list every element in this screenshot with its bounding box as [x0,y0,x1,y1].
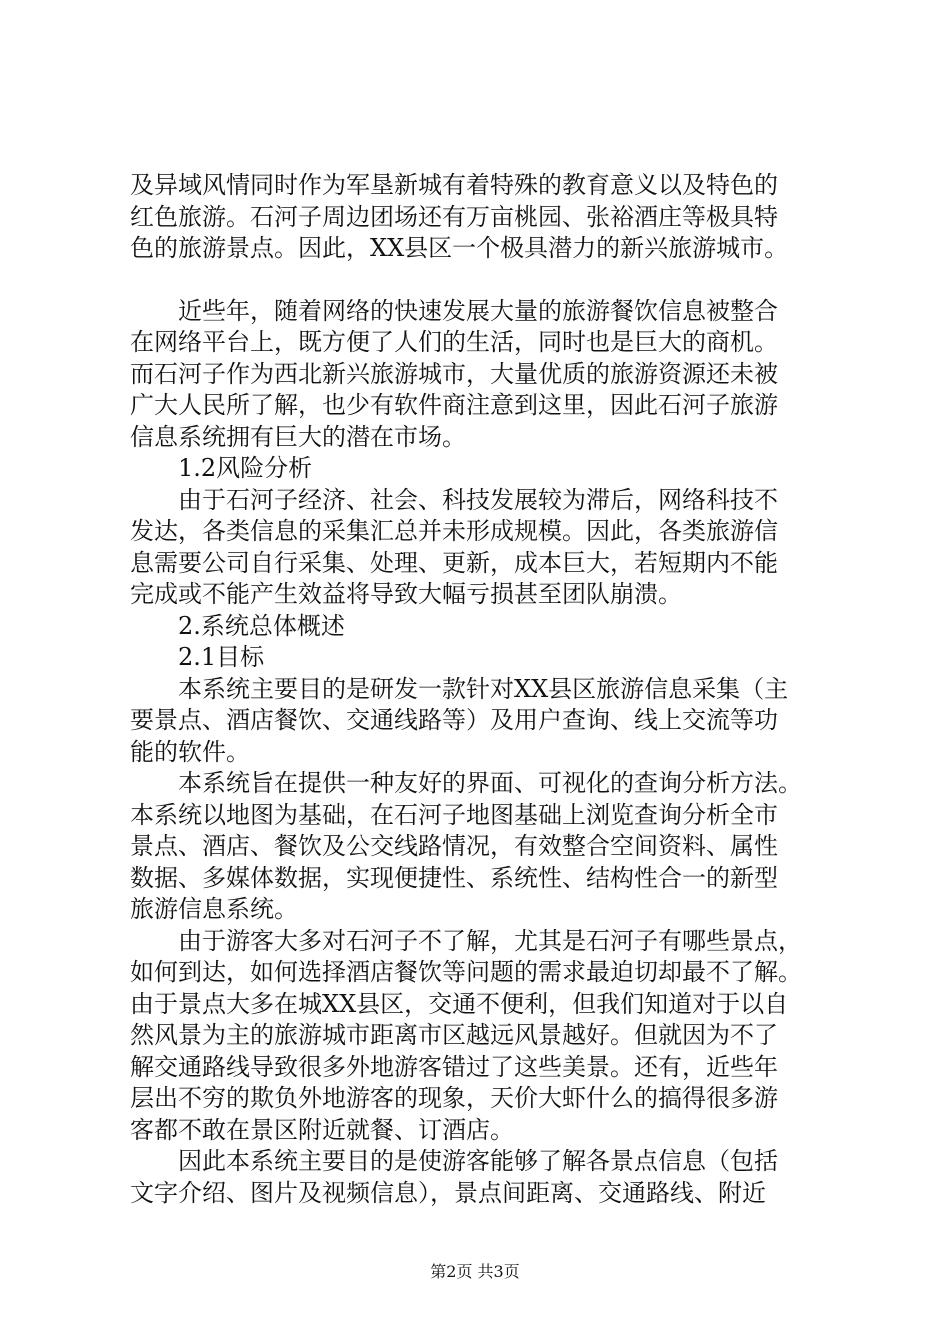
paragraph [130,485,830,611]
text-line: 层出不穷的欺负外地游客的现象，天价大虾什么的搞得很多游 [130,1084,778,1112]
paragraph-spacer [130,265,830,296]
text-line: 息需要公司自行采集、处理、更新，成本巨大，若短期内不能 [130,548,778,577]
text-line: 发达，各类信息的采集汇总并未形成规模。因此，各类旅游信 [130,517,778,545]
paragraph [130,1146,830,1209]
text-line: 文字介绍、图片及视频信息），景点间距离、交通路线、附近 [130,1178,766,1207]
text-line: 景点、酒店、餐饮及公交线路情况，有效整合空间资料、属性 [130,832,778,860]
text-line: 红色旅游。石河子周边团场还有万亩桃园、张裕酒庄等极具特 [130,202,778,231]
section-heading-2-1: 2.1目标 [178,643,265,671]
text-line: 及异域风情同时作为军垦新城有着特殊的教育意义以及特色的 [130,171,778,199]
document-body [130,170,830,1209]
section-heading-2: 2.系统总体概述 [178,611,345,640]
text-line: 能的软件。 [130,737,250,766]
text-line: 近些年，随着网络的快速发展大量的旅游餐饮信息被整合 [178,296,778,325]
paragraph [130,674,830,769]
text-line: 广大人民所了解，也少有软件商注意到这里，因此石河子旅游 [130,391,778,419]
text-line: 数据、多媒体数据，实现便捷性、系统性、结构性合一的新型 [130,863,778,892]
text-line: 由于景点大多在城XX县区，交通不便利，但我们知道对于以自 [130,989,789,1018]
text-line: 由于游客大多对石河子不了解，尤其是石河子有哪些景点， [178,926,802,955]
text-line: 本系统以地图为基础，在石河子地图基础上浏览查询分析全市 [130,800,778,829]
text-line: 因此本系统主要目的是使游客能够了解各景点信息（包括 [178,1147,778,1175]
text-line: 完成或不能产生效益将导致大幅亏损甚至团队崩溃。 [130,580,682,608]
text-line: 而石河子作为西北新兴旅游城市，大量优质的旅游资源还未被 [130,359,778,388]
page-footer: 第2页 共3页 [430,1262,520,1281]
text-line: 解交通路线导致很多外地游客错过了这些美景。还有，近些年 [130,1052,778,1081]
paragraph [130,170,830,265]
paragraph [130,296,830,454]
text-line: 信息系统拥有巨大的潜在市场。 [130,422,466,451]
paragraph [130,926,830,1147]
text-line: 由于石河子经济、社会、科技发展较为滞后，网络科技不 [178,485,778,514]
section-heading-1-2: 1.2风险分析 [178,454,313,482]
text-line: 在网络平台上，既方便了人们的生活，同时也是巨大的商机。 [130,328,778,356]
text-line: 色的旅游景点。因此，XX县区一个极具潜力的新兴旅游城市。 [130,234,789,262]
text-line: 旅游信息系统。 [130,895,298,923]
text-line: 本系统主要目的是研发一款针对XX县区旅游信息采集（主 [178,674,789,703]
text-line: 客都不敢在景区附近就餐、订酒店。 [130,1115,514,1144]
text-line: 本系统旨在提供一种友好的界面、可视化的查询分析方法。 [178,769,802,797]
text-line: 如何到达，如何选择酒店餐饮等问题的需求最迫切却最不了解。 [130,958,802,986]
text-line: 然风景为主的旅游城市距离市区越远风景越好。但就因为不了 [130,1021,778,1049]
text-line: 要景点、酒店餐饮、交通线路等）及用户查询、线上交流等功 [130,706,778,734]
paragraph [130,768,830,926]
